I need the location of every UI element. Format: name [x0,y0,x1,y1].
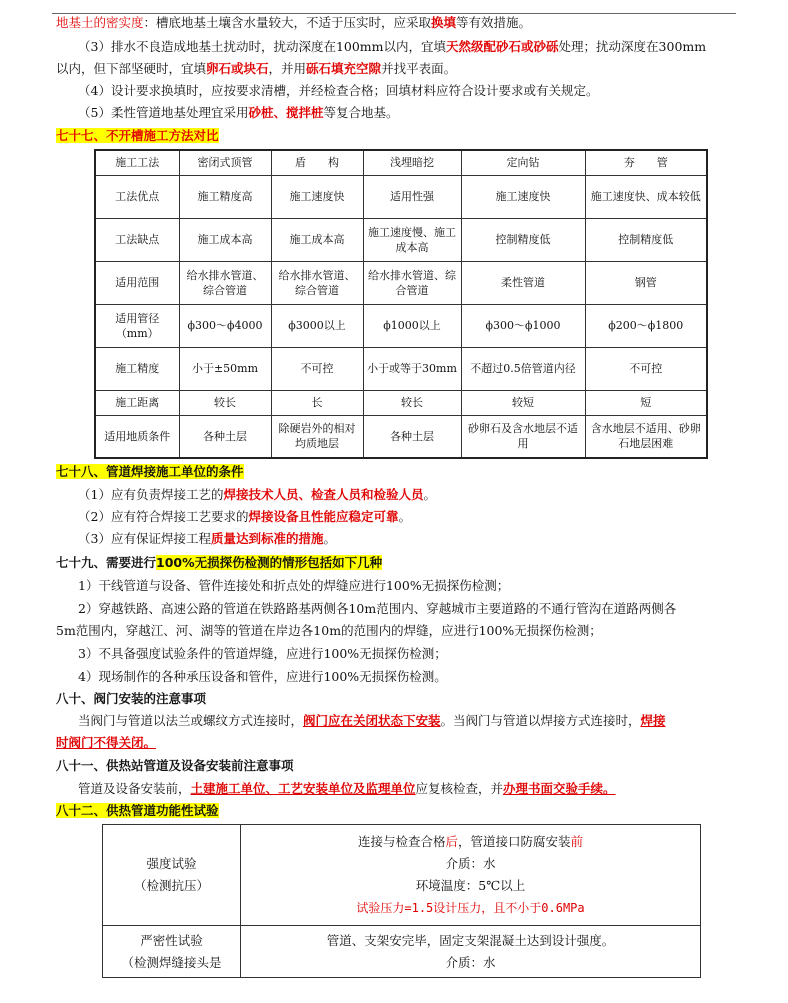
table-cell: 各种土层 [363,415,461,458]
intro-line-3: 以内，但下部坚硬时，宜填卵石或块石，并用砾石填充空隙并找平表面。 [56,61,457,76]
table-cell: 工法优点 [95,175,179,218]
table-cell: 施工精度 [95,347,179,390]
comparison-table [94,149,708,459]
table-header-cell: 盾 构 [271,150,363,175]
tightness-test-row [103,926,701,978]
table-cell: 较长 [179,390,271,415]
table-cell: 除硬岩外的相对均质地层 [271,415,363,458]
section-79-title: 七十九、需要进行100%无损探伤检测的情形包括如下几种 [56,555,383,570]
table-cell: ϕ300～ϕ4000 [179,304,271,347]
section-80-text-line-2: 时阀门不得关闭。 [56,735,157,750]
table-cell: 较短 [461,390,585,415]
section-78-item-2: （2）应有符合焊接工艺要求的焊接设备且性能应稳定可靠。 [78,509,411,524]
table-cell: 施工成本高 [179,218,271,261]
section-78-item-3: （3）应有保证焊接工程质量达到标准的措施。 [78,531,336,546]
strength-test-row [103,825,701,926]
table-cell: 施工速度快 [271,175,363,218]
table-cell: 小于或等于30mm [363,347,461,390]
table-cell: ϕ3000以上 [271,304,363,347]
table-cell: 柔性管道 [461,261,585,304]
table-row [95,175,707,218]
section-79-item-1: 1）干线管道与设备、管件连接处和折点处的焊缝应进行100%无损探伤检测； [78,578,510,593]
table-header-cell: 浅埋暗挖 [363,150,461,175]
section-81-title: 八十一、供热站管道及设备安装前注意事项 [56,758,294,773]
section-77-title: 七十七、不开槽施工方法对比 [56,128,219,143]
table-cell: 长 [271,390,363,415]
table-cell: 施工成本高 [271,218,363,261]
table-cell: 不超过0.5倍管道内径 [461,347,585,390]
table-row [95,390,707,415]
table-row [95,304,707,347]
table-cell: ϕ300～ϕ1000 [461,304,585,347]
table-cell: 含水地层不适用、砂卵石地层困难 [585,415,707,458]
table-cell: 砂卵石及含水地层不适用 [461,415,585,458]
table-header-row [95,150,707,175]
table-row [95,218,707,261]
intro-line-2: （3）排水不良造成地基土扰动时，扰动深度在100mm以内，宜填天然级配砂石或砂砾处理；扰动深度在300mm [78,39,707,54]
table-row [95,347,707,390]
table-cell: 适用性强 [363,175,461,218]
intro-line-1: 地基土的密实度：槽底地基土壤含水量较大，不适于压实时，应采取换填等有效措施。 [56,15,532,30]
table-cell: 适用地质条件 [95,415,179,458]
section-79-item-4: 4）现场制作的各种承压设备和管件，应进行100%无损探伤检测。 [78,669,447,684]
table-cell: ϕ1000以上 [363,304,461,347]
table-cell: 施工速度慢、施工成本高 [363,218,461,261]
table-cell: 适用管径（mm） [95,304,179,347]
table-cell: 施工距离 [95,390,179,415]
table-cell: 控制精度低 [585,218,707,261]
tightness-test-content: 管道、支架安完毕，固定支架混凝土达到设计强度。 介质：水 [241,926,701,978]
table-cell: 施工速度快 [461,175,585,218]
table-header-cell: 夯 管 [585,150,707,175]
table-cell: 不可控 [585,347,707,390]
section-79-item-3: 3）不具备强度试验条件的管道焊缝，应进行100%无损探伤检测； [78,646,447,661]
section-81-text: 管道及设备安装前，土建施工单位、工艺安装单位及监理单位应复核检查，并办理书面交验手续。 [78,781,616,796]
section-78-item-1: （1）应有负责焊接工艺的焊接技术人员、检查人员和检验人员。 [78,487,436,502]
table-cell: 各种土层 [179,415,271,458]
tightness-test-label: 严密性试验 （检测焊缝接头是 [103,926,241,978]
strength-test-content: 连接与检查合格后，管道接口防腐安装前 介质：水 环境温度：5℃以上 试验压力=1.5设计压力，且不小于0.6MPa [241,825,701,926]
section-78-title: 七十八、管道焊接施工单位的条件 [56,464,244,479]
section-79-item-2a: 2）穿越铁路、高速公路的管道在铁路路基两侧各10m范围内、穿越城市主要道路的不通行管沟在道路两侧各 [78,601,677,616]
section-80-title: 八十、阀门安装的注意事项 [56,691,207,706]
table-cell: 短 [585,390,707,415]
intro-line-4: （4）设计要求换填时，应按要求清槽，并经检查合格；回填材料应符合设计要求或有关规定。 [78,83,599,98]
table-row [95,415,707,458]
table-cell: ϕ200～ϕ1800 [585,304,707,347]
table-header-cell: 密闭式顶管 [179,150,271,175]
section-80-text-line-1: 当阀门与管道以法兰或螺纹方式连接时，阀门应在关闭状态下安装。当阀门与管道以焊接方式连接时，焊接 [78,713,666,728]
table-cell: 适用范围 [95,261,179,304]
table-cell: 控制精度低 [461,218,585,261]
table-cell: 工法缺点 [95,218,179,261]
table-header-cell: 施工工法 [95,150,179,175]
table-cell: 施工速度快、成本较低 [585,175,707,218]
table-cell: 施工精度高 [179,175,271,218]
table-cell: 小于±50mm [179,347,271,390]
heating-test-table [102,824,701,978]
table-cell: 给水排水管道、综合管道 [271,261,363,304]
section-79-item-2b: 5m范围内，穿越江、河、湖等的管道在岸边各10m的范围内的焊缝，应进行100%无损探伤检测； [56,623,602,638]
table-cell: 不可控 [271,347,363,390]
table-cell: 较长 [363,390,461,415]
table-cell: 给水排水管道、综合管道 [179,261,271,304]
section-82-title: 八十二、供热管道功能性试验 [56,803,219,818]
table-cell: 给水排水管道、综合管道 [363,261,461,304]
table-header-cell: 定向钻 [461,150,585,175]
table-row [95,261,707,304]
red-phrase: 地基土的密实度 [56,15,144,30]
strength-test-label: 强度试验 （检测抗压） [103,825,241,926]
intro-line-5: （5）柔性管道地基处理宜采用砂桩、搅拌桩等复合地基。 [78,105,399,120]
table-cell: 钢管 [585,261,707,304]
